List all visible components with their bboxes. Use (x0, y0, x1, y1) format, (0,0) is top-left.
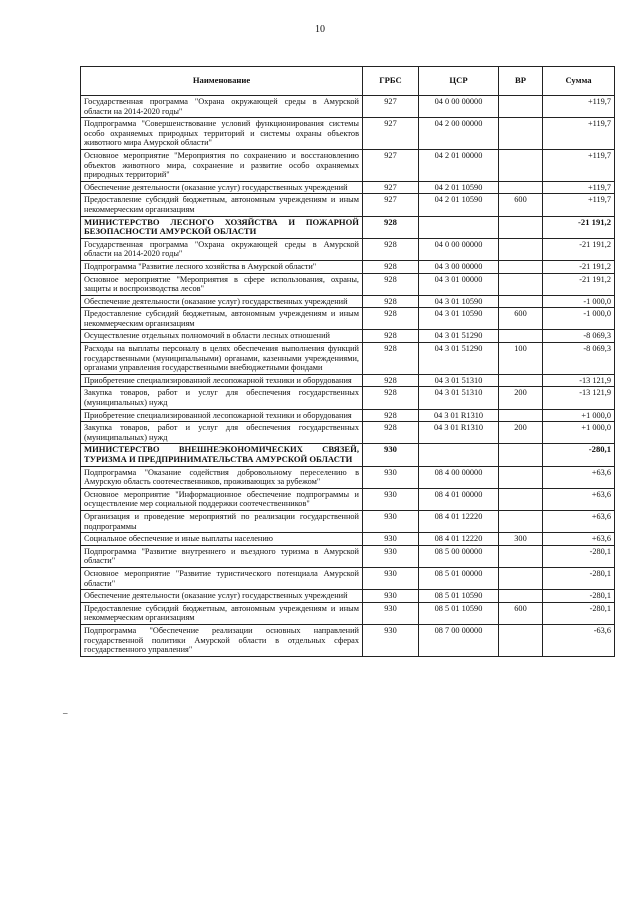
cell-grbs: 930 (363, 533, 419, 546)
cell-csr: 08 4 01 00000 (419, 488, 499, 510)
cell-grbs: 930 (363, 545, 419, 567)
cell-vr: 200 (499, 422, 543, 444)
cell-grbs: 927 (363, 149, 419, 181)
cell-sum: -21 191,2 (543, 273, 615, 295)
cell-grbs: 928 (363, 330, 419, 343)
cell-name: МИНИСТЕРСТВО ВНЕШНЕЭКОНОМИЧЕСКИХ СВЯЗЕЙ, ТУРИЗМА И ПРЕДПРИНИМАТЕЛЬСТВА АМУРСКОЙ ОБЛАСТИ (81, 444, 363, 466)
cell-sum: +63,6 (543, 510, 615, 532)
cell-grbs: 928 (363, 295, 419, 308)
table-row (81, 96, 615, 118)
cell-vr (499, 488, 543, 510)
cell-name: Основное мероприятие "Развитие туристического потенциала Амурской области" (81, 567, 363, 589)
table-row (81, 422, 615, 444)
cell-vr (499, 510, 543, 532)
cell-name: Подпрограмма "Развитие лесного хозяйства в Амурской области" (81, 260, 363, 273)
cell-grbs: 927 (363, 118, 419, 150)
cell-grbs: 928 (363, 216, 419, 238)
cell-csr: 04 3 01 R1310 (419, 409, 499, 422)
table-row (81, 488, 615, 510)
cell-vr (499, 118, 543, 150)
cell-grbs: 928 (363, 343, 419, 375)
cell-csr: 04 2 00 00000 (419, 118, 499, 150)
cell-csr (419, 216, 499, 238)
cell-sum: +1 000,0 (543, 409, 615, 422)
cell-vr (499, 409, 543, 422)
cell-grbs: 930 (363, 624, 419, 656)
cell-grbs: 930 (363, 590, 419, 603)
cell-vr (499, 466, 543, 488)
cell-name: Подпрограмма "Обеспечение реализации основных направлений государственной политики Амурской области в отдельных сферах государственного управления" (81, 624, 363, 656)
cell-sum: -1 000,0 (543, 308, 615, 330)
cell-csr: 04 3 01 10590 (419, 308, 499, 330)
cell-sum: +63,6 (543, 466, 615, 488)
cell-sum: -13 121,9 (543, 387, 615, 409)
table-row (81, 181, 615, 194)
cell-csr: 08 7 00 00000 (419, 624, 499, 656)
cell-grbs: 930 (363, 488, 419, 510)
cell-csr: 04 3 01 00000 (419, 273, 499, 295)
cell-name: Подпрограмма "Совершенствование условий функционирования системы особо охраняемых природных территорий и системы охраны объектов животного мира Амурской области" (81, 118, 363, 150)
ministry-row (81, 444, 615, 466)
budget-table (80, 66, 615, 657)
cell-name: Основное мероприятие "Мероприятия по сохранению и восстановлению объектов животного мира, сохранение и развитие особо охраняемых природных территорий" (81, 149, 363, 181)
cell-name: Подпрограмма "Оказание содействия добровольному переселению в Амурскую область соотечественников, проживающих за рубежом" (81, 466, 363, 488)
cell-sum: +119,7 (543, 181, 615, 194)
cell-sum: +119,7 (543, 118, 615, 150)
cell-vr (499, 567, 543, 589)
cell-csr: 04 2 01 00000 (419, 149, 499, 181)
cell-vr (499, 181, 543, 194)
cell-vr (499, 260, 543, 273)
cell-grbs: 930 (363, 444, 419, 466)
cell-vr (499, 545, 543, 567)
table-row (81, 624, 615, 656)
cell-name: Обеспечение деятельности (оказание услуг) государственных учреждений (81, 590, 363, 603)
table-row (81, 567, 615, 589)
cell-name: МИНИСТЕРСТВО ЛЕСНОГО ХОЗЯЙСТВА И ПОЖАРНОЙ БЕЗОПАСНОСТИ АМУРСКОЙ ОБЛАСТИ (81, 216, 363, 238)
table-row (81, 118, 615, 150)
margin-mark: – (63, 708, 68, 718)
cell-grbs: 930 (363, 567, 419, 589)
table-row (81, 149, 615, 181)
cell-sum: -13 121,9 (543, 374, 615, 387)
cell-sum: -280,1 (543, 590, 615, 603)
table-body (81, 96, 615, 657)
cell-grbs: 927 (363, 194, 419, 216)
cell-sum: -280,1 (543, 444, 615, 466)
cell-csr: 04 3 01 51290 (419, 330, 499, 343)
cell-csr: 04 2 01 10590 (419, 194, 499, 216)
cell-name: Предоставление субсидий бюджетным, автономным учреждениям и иным некоммерческим организациям (81, 602, 363, 624)
cell-sum: +119,7 (543, 194, 615, 216)
cell-grbs: 928 (363, 308, 419, 330)
cell-csr: 08 5 00 00000 (419, 545, 499, 567)
cell-name: Государственная программа "Охрана окружающей среды в Амурской области на 2014-2020 годы" (81, 96, 363, 118)
cell-vr (499, 216, 543, 238)
cell-name: Обеспечение деятельности (оказание услуг) государственных учреждений (81, 181, 363, 194)
table-row (81, 308, 615, 330)
column-header-grbs: ГРБС (363, 67, 419, 96)
cell-grbs: 930 (363, 510, 419, 532)
cell-sum: -8 069,3 (543, 330, 615, 343)
cell-grbs: 928 (363, 422, 419, 444)
cell-csr: 04 3 00 00000 (419, 260, 499, 273)
cell-name: Осуществление отдельных полномочий в области лесных отношений (81, 330, 363, 343)
cell-vr (499, 374, 543, 387)
cell-grbs: 930 (363, 602, 419, 624)
cell-vr (499, 295, 543, 308)
cell-grbs: 927 (363, 96, 419, 118)
table-row (81, 409, 615, 422)
cell-csr: 04 0 00 00000 (419, 96, 499, 118)
cell-grbs: 928 (363, 374, 419, 387)
table-row (81, 602, 615, 624)
cell-csr: 08 5 01 10590 (419, 602, 499, 624)
table-row (81, 374, 615, 387)
cell-grbs: 928 (363, 238, 419, 260)
ministry-row (81, 216, 615, 238)
cell-grbs: 928 (363, 260, 419, 273)
table-row (81, 590, 615, 603)
cell-csr: 04 0 00 00000 (419, 238, 499, 260)
cell-grbs: 928 (363, 387, 419, 409)
cell-name: Закупка товаров, работ и услуг для обеспечения государственных (муниципальных) нужд (81, 387, 363, 409)
cell-csr (419, 444, 499, 466)
cell-sum: -280,1 (543, 602, 615, 624)
cell-grbs: 930 (363, 466, 419, 488)
cell-csr: 08 4 00 00000 (419, 466, 499, 488)
column-header-vr: ВР (499, 67, 543, 96)
table-row (81, 295, 615, 308)
cell-name: Предоставление субсидий бюджетным, автономным учреждениям и иным некоммерческим организациям (81, 194, 363, 216)
cell-vr: 600 (499, 194, 543, 216)
cell-sum: +119,7 (543, 96, 615, 118)
cell-csr: 04 3 01 51290 (419, 343, 499, 375)
cell-sum: +63,6 (543, 533, 615, 546)
cell-name: Закупка товаров, работ и услуг для обеспечения государственных (муниципальных) нужд (81, 422, 363, 444)
cell-name: Организация и проведение мероприятий по реализации государственной подпрограммы (81, 510, 363, 532)
cell-name: Социальное обеспечение и иные выплаты населению (81, 533, 363, 546)
cell-vr: 600 (499, 602, 543, 624)
cell-name: Подпрограмма "Развитие внутреннего и въездного туризма в Амурской области" (81, 545, 363, 567)
table-row (81, 343, 615, 375)
table-row (81, 466, 615, 488)
table-row (81, 260, 615, 273)
table-row (81, 510, 615, 532)
cell-sum: -280,1 (543, 545, 615, 567)
cell-csr: 08 5 01 00000 (419, 567, 499, 589)
cell-grbs: 928 (363, 273, 419, 295)
cell-name: Обеспечение деятельности (оказание услуг) государственных учреждений (81, 295, 363, 308)
cell-csr: 04 3 01 R1310 (419, 422, 499, 444)
table-row (81, 330, 615, 343)
cell-vr: 100 (499, 343, 543, 375)
cell-vr (499, 96, 543, 118)
cell-sum: -21 191,2 (543, 260, 615, 273)
cell-csr: 08 5 01 10590 (419, 590, 499, 603)
cell-sum: +1 000,0 (543, 422, 615, 444)
cell-csr: 08 4 01 12220 (419, 533, 499, 546)
table-row (81, 387, 615, 409)
cell-name: Государственная программа "Охрана окружающей среды в Амурской области на 2014-2020 годы" (81, 238, 363, 260)
cell-name: Основное мероприятие "Мероприятия в сфере использования, охраны, защиты и воспроизводства лесов" (81, 273, 363, 295)
cell-vr (499, 444, 543, 466)
cell-csr: 04 2 01 10590 (419, 181, 499, 194)
cell-sum: -1 000,0 (543, 295, 615, 308)
column-header-name: Наименование (81, 67, 363, 96)
column-header-sum: Сумма (543, 67, 615, 96)
cell-csr: 04 3 01 10590 (419, 295, 499, 308)
cell-vr (499, 238, 543, 260)
cell-sum: -280,1 (543, 567, 615, 589)
cell-vr (499, 624, 543, 656)
cell-vr: 300 (499, 533, 543, 546)
cell-name: Приобретение специализированной лесопожарной техники и оборудования (81, 374, 363, 387)
cell-sum: -63,6 (543, 624, 615, 656)
cell-vr (499, 273, 543, 295)
cell-name: Основное мероприятие "Информационное обеспечение подпрограммы и осуществление мер социальной поддержки соотечественников" (81, 488, 363, 510)
cell-sum: -8 069,3 (543, 343, 615, 375)
table-row (81, 545, 615, 567)
cell-name: Приобретение специализированной лесопожарной техники и оборудования (81, 409, 363, 422)
table-row (81, 273, 615, 295)
cell-vr (499, 330, 543, 343)
cell-csr: 08 4 01 12220 (419, 510, 499, 532)
cell-sum: -21 191,2 (543, 216, 615, 238)
cell-vr: 600 (499, 308, 543, 330)
cell-sum: -21 191,2 (543, 238, 615, 260)
cell-name: Предоставление субсидий бюджетным, автономным учреждениям и иным некоммерческим организациям (81, 308, 363, 330)
column-header-csr: ЦСР (419, 67, 499, 96)
table-row (81, 238, 615, 260)
table-row (81, 194, 615, 216)
cell-csr: 04 3 01 51310 (419, 387, 499, 409)
page-number: 10 (315, 24, 325, 35)
cell-vr (499, 590, 543, 603)
cell-sum: +63,6 (543, 488, 615, 510)
table-row (81, 533, 615, 546)
cell-vr (499, 149, 543, 181)
cell-vr: 200 (499, 387, 543, 409)
cell-sum: +119,7 (543, 149, 615, 181)
cell-csr: 04 3 01 51310 (419, 374, 499, 387)
table-header-row (81, 67, 615, 96)
cell-name: Расходы на выплаты персоналу в целях обеспечения выполнения функций государственными (муниципальными) органами, казенными учреждениями, органами управления государственными внебюджетными фондами (81, 343, 363, 375)
cell-grbs: 927 (363, 181, 419, 194)
cell-grbs: 928 (363, 409, 419, 422)
